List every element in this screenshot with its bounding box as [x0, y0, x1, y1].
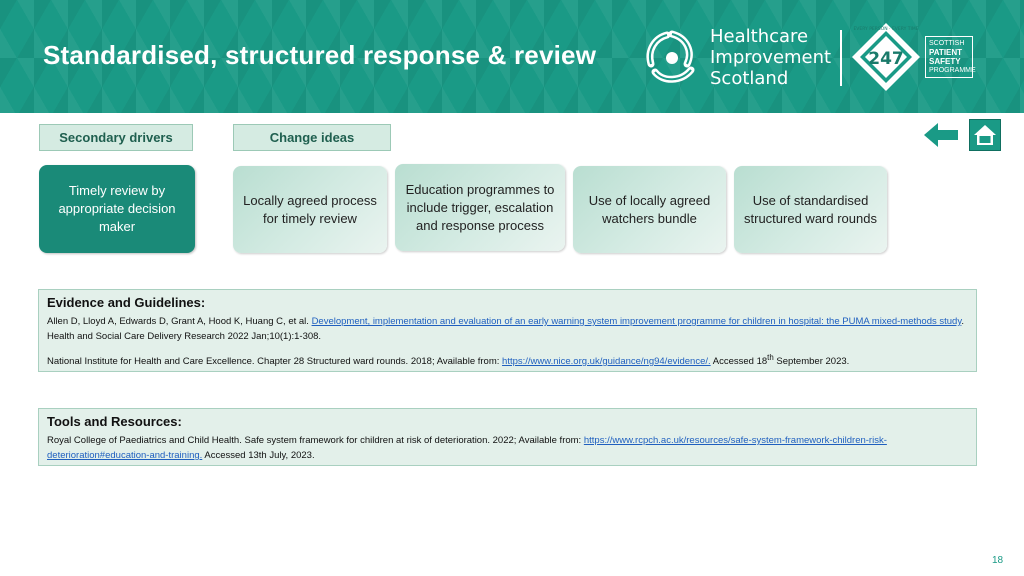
- evidence-title: Evidence and Guidelines:: [47, 295, 206, 310]
- page-title: Standardised, structured response & review: [43, 40, 597, 70]
- healthcare-improvement-scotland-logo: [643, 26, 833, 90]
- driver-box-timely-review: Timely review by appropriate decision maker: [39, 165, 195, 253]
- his-logo-text: Healthcare Improvement Scotland: [710, 26, 832, 89]
- page-number: 18: [992, 555, 1004, 566]
- evidence-guidelines-panel: [38, 289, 977, 372]
- rcpch-framework-link[interactable]: https://www.rcpch.ac.uk/resources/safe-system-framework-children-risk-deterioration#education-and-training.: [47, 435, 887, 461]
- evidence-reference-1: Allen D, Lloyd A, Edwards D, Grant A, Hood K, Huang C, et al. Development, implementation and evaluation of an early warning system improvement programme for children in hospital: the PUMA mixed-methods study. Health and Social Care Delivery Research 2022 Jan;10(1):1-308.: [47, 316, 965, 342]
- change-ideas-header: Change ideas: [233, 124, 391, 151]
- spsp-badge-icon: [849, 20, 923, 94]
- puma-study-link[interactable]: Development, implementation and evaluation of an early warning system improvement programme for children in hospital: the PUMA mixed-methods study: [311, 316, 962, 327]
- change-idea-box: Locally agreed process for timely review: [233, 166, 387, 253]
- evidence-reference-2: National Institute for Health and Care Excellence. Chapter 28 Structured ward rounds. 2018; Available from: https://www.nice.org.uk/guidance/ng94/evidence/. Accessed 18th September 2023.: [47, 353, 850, 368]
- tools-title: Tools and Resources:: [47, 414, 182, 429]
- tools-reference: Royal College of Paediatrics and Child Health. Safe system framework for children at risk of deterioration. 2022; Available from: https://www.rcpch.ac.uk/resources/safe-system-framework-children-risk-deterioration#education-and-training. Accessed 13th July, 2023.: [47, 435, 887, 461]
- header-banner: [0, 0, 1024, 113]
- home-icon: [973, 123, 997, 147]
- secondary-drivers-header: Secondary drivers: [39, 124, 193, 151]
- logo-divider: [840, 30, 842, 86]
- svg-text:EVERY PERSON · EVERY TIME: EVERY PERSON · EVERY TIME: [853, 27, 919, 32]
- change-idea-box: Use of locally agreed watchers bundle: [573, 166, 726, 253]
- back-arrow-icon[interactable]: [924, 123, 958, 147]
- home-button[interactable]: [969, 119, 1001, 151]
- tools-resources-panel: [38, 408, 977, 466]
- change-idea-box: Education programmes to include trigger, escalation and response process: [395, 164, 565, 251]
- scottish-patient-safety-programme-logo: [849, 20, 974, 94]
- spsp-logo-text: SCOTTISH PATIENT SAFETY PROGRAMME: [925, 36, 973, 78]
- nice-guidance-link[interactable]: https://www.nice.org.uk/guidance/ng94/evidence/.: [502, 356, 711, 368]
- change-idea-box: Use of standardised structured ward rounds: [734, 166, 887, 253]
- his-knot-icon: [643, 28, 701, 86]
- svg-text:247: 247: [868, 49, 904, 69]
